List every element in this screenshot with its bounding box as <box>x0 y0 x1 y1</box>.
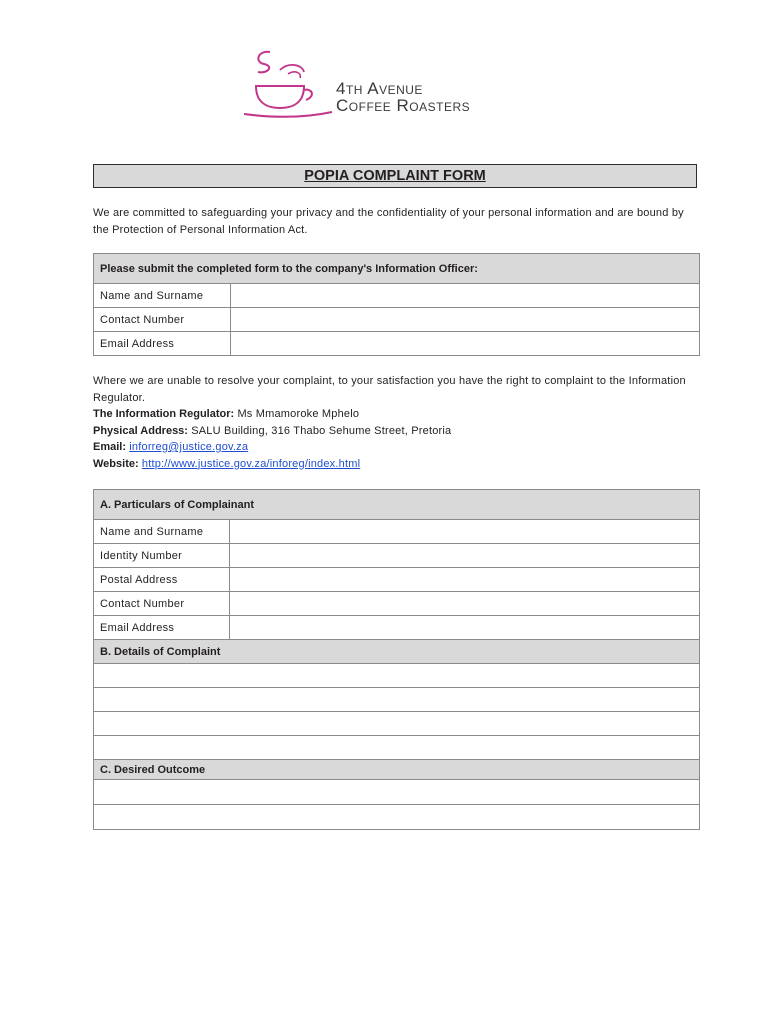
logo-line-1: 4th Avenue <box>336 79 423 98</box>
complaint-table <box>93 489 700 830</box>
complainant-name-input[interactable] <box>230 520 700 544</box>
officer-contact-label: Contact Number <box>94 308 231 332</box>
regulator-intro: Where we are unable to resolve your complaint, to your satisfaction you have the right to complaint to the Information Regulator. <box>93 375 686 404</box>
regulator-address-value: SALU Building, 316 Thabo Sehume Street, Pretoria <box>191 424 452 437</box>
form-title: POPIA COMPLAINT FORM <box>93 164 697 188</box>
officer-name-input[interactable] <box>231 284 700 308</box>
regulator-website-label: Website: <box>93 457 139 470</box>
complaint-details-line-3[interactable] <box>94 712 700 736</box>
desired-outcome-line-1[interactable] <box>94 780 700 805</box>
regulator-address-label: Physical Address: <box>93 424 188 437</box>
regulator-name-label: The Information Regulator: <box>93 408 235 420</box>
officer-email-input[interactable] <box>231 332 700 356</box>
logo-line-2: Coffee Roasters <box>336 96 471 115</box>
company-logo <box>244 44 534 124</box>
section-a-header: A. Particulars of Complainant <box>94 490 700 520</box>
regulator-info <box>93 373 703 472</box>
officer-table <box>93 253 700 356</box>
intro-paragraph: We are committed to safeguarding your privacy and the confidentiality of your personal information and are bound by the Protection of Personal Information Act. <box>93 207 684 236</box>
regulator-email-line <box>93 439 703 456</box>
regulator-name-value: Ms Mmamoroke Mphelo <box>237 408 360 420</box>
regulator-website-line <box>93 456 703 473</box>
complainant-id-label: Identity Number <box>94 544 230 568</box>
complaint-details-line-2[interactable] <box>94 688 700 712</box>
coffee-cup-icon <box>244 44 336 124</box>
complainant-email-input[interactable] <box>230 616 700 640</box>
complainant-email-label: Email Address <box>94 616 230 640</box>
section-c-header: C. Desired Outcome <box>94 760 700 780</box>
regulator-email-link[interactable]: inforreg@justice.gov.za <box>129 441 249 453</box>
officer-header: Please submit the completed form to the company's Information Officer: <box>94 254 700 284</box>
regulator-website-link[interactable]: http://www.justice.gov.za/inforeg/index.html <box>141 457 361 470</box>
officer-contact-input[interactable] <box>231 308 700 332</box>
regulator-address-line <box>93 423 703 440</box>
officer-name-label: Name and Surname <box>94 284 231 308</box>
regulator-name-line <box>93 406 703 423</box>
complainant-contact-input[interactable] <box>230 592 700 616</box>
complainant-name-label: Name and Surname <box>94 520 230 544</box>
complaint-details-line-4[interactable] <box>94 736 700 760</box>
complaint-details-line-1[interactable] <box>94 664 700 688</box>
section-b-header: B. Details of Complaint <box>94 640 700 664</box>
logo-wordmark <box>336 80 470 114</box>
complainant-postal-input[interactable] <box>230 568 700 592</box>
complainant-id-input[interactable] <box>230 544 700 568</box>
complainant-contact-label: Contact Number <box>94 592 230 616</box>
officer-email-label: Email Address <box>94 332 231 356</box>
desired-outcome-line-2[interactable] <box>94 805 700 830</box>
regulator-email-label: Email: <box>93 441 127 453</box>
complainant-postal-label: Postal Address <box>94 568 230 592</box>
